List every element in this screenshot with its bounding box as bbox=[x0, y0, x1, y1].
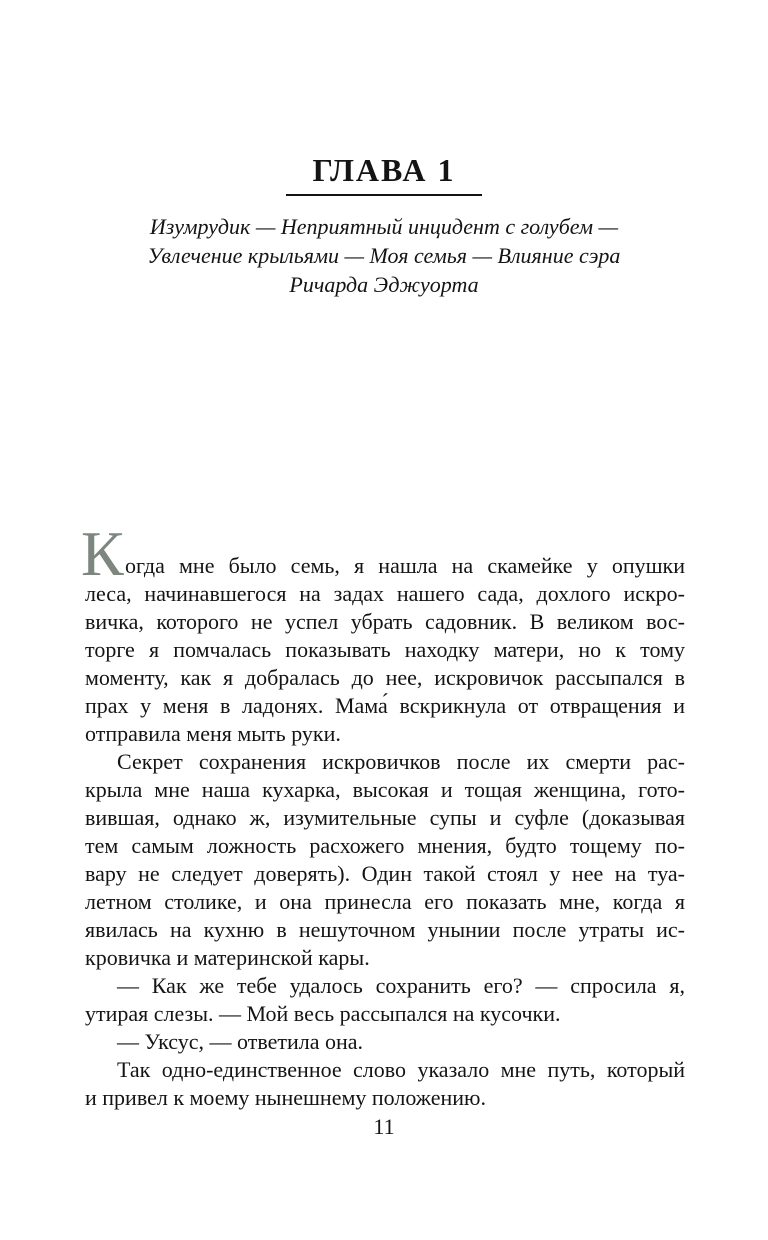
page-number: 11 bbox=[373, 1114, 395, 1139]
text-line: крыла мне наша кухарка, высокая и тощая женщина, гото- bbox=[85, 777, 685, 802]
text-line: вившая, однако ж, изумительные супы и суфле (доказывая bbox=[85, 805, 685, 830]
chapter-synopsis bbox=[0, 212, 768, 299]
text-line: явилась на кухню в нешуточном унынии после утраты ис- bbox=[85, 917, 685, 942]
text-line: прах у меня в ладонях. Мама́ вскрикнула от отвращения и bbox=[85, 693, 685, 718]
text-line: утирая слезы. — Мой весь рассыпался на кусочки. bbox=[85, 1001, 561, 1026]
text-line: леса, начинавшегося на задах нашего сада, дохлого искро- bbox=[85, 581, 685, 606]
text-line: отправила меня мыть руки. bbox=[85, 721, 341, 746]
text-line: летном столике, и она принесла его показать мне, когда я bbox=[85, 889, 685, 914]
synopsis-line: Изумрудик — Неприятный инцидент с голубем — bbox=[149, 214, 619, 239]
synopsis-line: Ричарда Эджуорта bbox=[289, 272, 479, 297]
text-line: — Как же тебе удалось сохранить его? — спросила я, bbox=[117, 973, 685, 998]
synopsis-line: Увлечение крыльями — Моя семья — Влияние сэра bbox=[147, 243, 621, 268]
text-line: Секрет сохранения искровичков после их смерти рас- bbox=[117, 749, 685, 774]
text-line: торге я помчалась показывать находку матери, но к тому bbox=[85, 637, 685, 662]
body-text bbox=[81, 518, 685, 1112]
drop-cap: К bbox=[81, 518, 124, 589]
text-line: кровичка и материнской кары. bbox=[85, 945, 370, 970]
text-line-content: огда мне было семь, я нашла на скамейке у опушки bbox=[125, 553, 685, 578]
text-line: вару не следует доверять). Один такой стоял у нее на туа- bbox=[85, 861, 685, 886]
chapter-title-underline bbox=[286, 194, 482, 196]
text-line: вичка, которого не успел убрать садовник. В великом вос- bbox=[85, 609, 685, 634]
text-line bbox=[81, 518, 685, 589]
text-line: Так одно-единственное слово указало мне путь, который bbox=[117, 1057, 685, 1082]
text-line: тем самым ложность расхожего мнения, будто тощему по- bbox=[85, 833, 685, 858]
text-line: и привел к моему нынешнему положению. bbox=[85, 1085, 486, 1110]
chapter-title: ГЛАВА 1 bbox=[312, 152, 456, 188]
text-line: — Уксус, — ответила она. bbox=[117, 1029, 364, 1054]
text-line: моменту, как я добралась до нее, искровичок рассыпался в bbox=[85, 665, 685, 690]
